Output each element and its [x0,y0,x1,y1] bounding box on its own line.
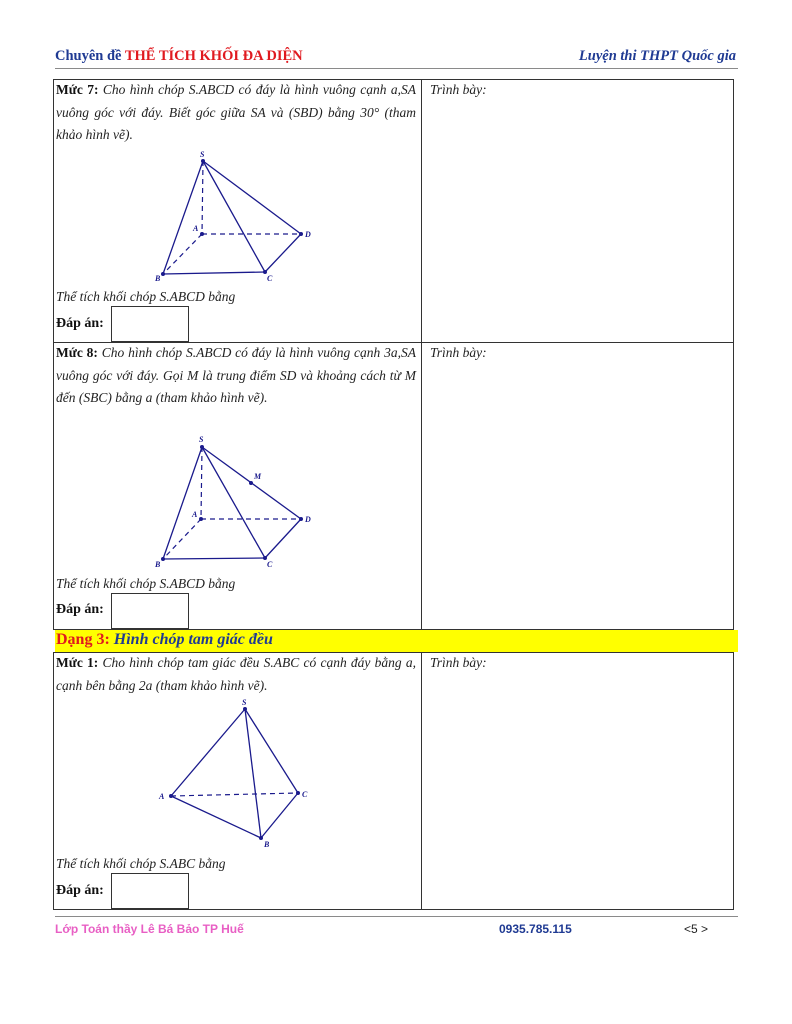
label-A: A [192,510,198,519]
footer-divider [55,916,738,917]
edge-CD [265,234,301,272]
edge-AB-hidden [163,234,202,274]
edge-SA [171,709,245,796]
answer-box-8[interactable] [111,593,189,629]
edge-SB [163,161,203,274]
label-C: C [267,274,273,283]
point-B [161,557,165,561]
answer-label-tri-1: Đáp án: [56,883,104,898]
edge-AB [171,796,261,838]
section-title [56,631,273,649]
pyramid-figure-7 [150,148,330,286]
label-S: S [200,150,205,159]
section-name: Hình chóp tam giác đều [113,631,273,648]
header-exam-label: Luyện thi THPT Quốc gia [578,48,736,64]
edge-AC-hidden [171,793,298,796]
answer-box-7[interactable] [111,306,189,342]
header-topic: THỂ TÍCH KHỐI ĐA DIỆN [124,48,303,64]
edge-SA-hidden [202,161,203,234]
column-divider [421,342,422,630]
header-prefix: Chuyên đề [55,48,125,64]
column-divider [421,79,422,343]
point-S [201,159,205,163]
edge-AB-hidden [163,519,201,559]
label-A: A [159,792,165,801]
volume-question-tri-1: Thể tích khối chóp S.ABC bằng [56,856,226,871]
problem-text-tri-1: Cho hình chóp tam giác đều S.ABC có cạnh đáy bằng a, cạnh bên bằng 2a (tham khảo hình vẽ). [56,655,416,693]
section-heading [55,630,738,652]
edge-SA-hidden [201,447,202,519]
label-D: D [305,515,311,524]
point-A [200,232,204,236]
label-M: M [254,472,262,481]
answer-label-7: Đáp án: [56,316,104,331]
point-B [259,836,263,840]
point-A [169,794,173,798]
label-D: D [305,230,311,239]
edge-SC [245,709,298,793]
point-S [200,445,204,449]
edge-SB [163,447,202,559]
edge-SC [203,161,265,272]
label-B: B [155,274,161,283]
point-M [249,481,253,485]
label-B: B [155,560,161,569]
problem-statement-7 [56,79,416,147]
volume-question-8: Thể tích khối chóp S.ABCD bằng [56,576,236,591]
footer-phone: 0935.785.115 [499,922,572,936]
pyramid-figure-8 [150,432,330,572]
edge-BC [163,272,265,274]
edge-SC [202,447,265,558]
point-S [243,707,247,711]
problem-level-7: Mức 7: [56,82,99,97]
page-header [55,46,738,69]
label-C: C [267,560,273,569]
problem-level-tri-1: Mức 1: [56,655,99,670]
label-B: B [264,840,270,849]
header-title [55,48,303,65]
page-number: <5 > [684,922,709,936]
edge-BC [261,793,298,838]
edge-SB [245,709,261,838]
problem-level-8: Mức 8: [56,345,98,360]
point-A [199,517,203,521]
edge-BC [163,558,265,559]
volume-question-7: Thể tích khối chóp S.ABCD bằng [56,289,236,304]
presentation-label-8: Trình bày: [430,345,487,360]
problem-text-8: Cho hình chóp S.ABCD có đáy là hình vuông cạnh 3a,SA vuông góc với đáy. Gọi M là trung điểm SD và khoảng cách từ M đến (SBC) bằng a (tham khảo hình vẽ). [56,345,416,405]
edge-SD [203,161,301,234]
triangular-pyramid-figure [150,695,320,853]
label-S: S [199,435,204,444]
answer-box-tri-1[interactable] [111,873,189,909]
section-number: Dạng 3: [56,631,110,648]
problem-statement-tri-1 [56,652,416,697]
edge-CD [265,519,301,558]
answer-label-8: Đáp án: [56,602,104,617]
label-A: A [193,224,199,233]
label-C: C [302,790,308,799]
point-B [161,272,165,276]
problem-text-7: Cho hình chóp S.ABCD có đáy là hình vuông cạnh a,SA vuông góc với đáy. Biết góc giữa SA và (SBD) bằng 30° (tham khảo hình vẽ). [56,82,416,142]
presentation-label-tri-1: Trình bày: [430,655,487,670]
point-C [296,791,300,795]
point-D [299,232,303,236]
problem-statement-8 [56,342,416,410]
presentation-label-7: Trình bày: [430,82,487,97]
footer-class-name: Lớp Toán thầy Lê Bá Bảo TP Huế [55,922,244,936]
column-divider [421,652,422,910]
label-S: S [242,698,247,707]
point-D [299,517,303,521]
